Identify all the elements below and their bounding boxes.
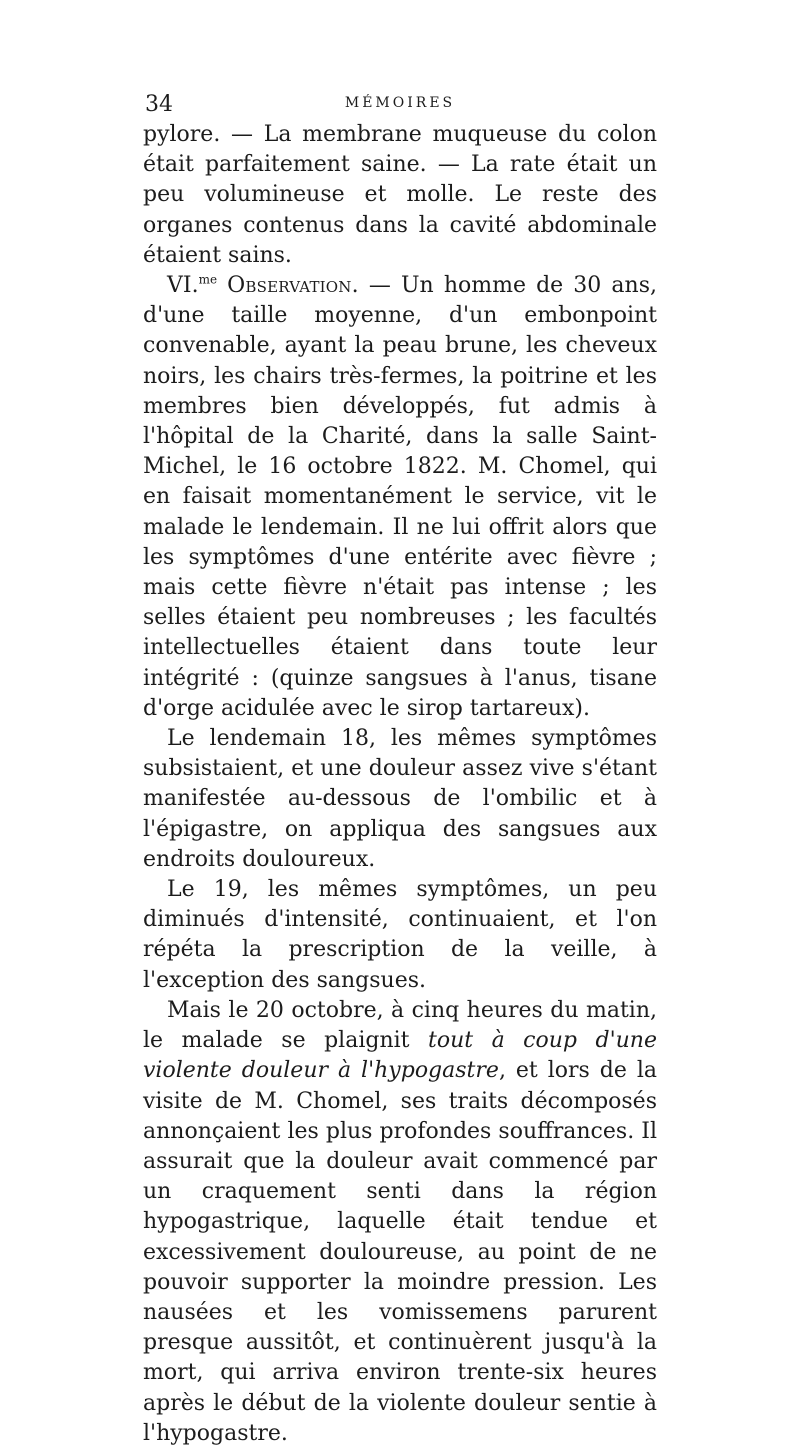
paragraph-text-after: , et lors de la visite de M. Chomel, ses traits décomposés annonçaient les plus profondes souffrances. Il assurait que la douleur avait commencé par un craquement senti dans la région hypogastrique, laquelle était tendue et excessivement douloureuse, au point de ne pouvoir supporter la moindre pression. Les nausées et les vomissemens parurent presque aussitôt, et continuèrent jusqu'à la mort, qui arriva environ trente-six heures après le début de la violente douleur sentie à l'hypogastre. <box>143 1058 657 1446</box>
paragraph-19 <box>143 875 657 996</box>
paragraph-text: Le 19, les mêmes symptômes, un peu diminués d'intensité, continuaient, et l'on répéta la prescription de la veille, à l'exception des sangsues. <box>143 877 657 993</box>
paragraph-continuation <box>143 120 657 271</box>
paragraph-text: pylore. — La membrane muqueuse du colon était parfaitement saine. — La rate était un peu volumineuse et molle. Le reste des organes contenus dans la cavité abdominale étaient sains. <box>143 122 657 268</box>
paragraph-20 <box>143 996 657 1449</box>
paragraph-text: Le lendemain 18, les mêmes symptômes subsistaient, et une douleur assez vive s'étant manifestée au-dessous de l'ombilic et à l'épigastre, on appliqua des sangsues aux endroits douloureux. <box>143 726 657 872</box>
paragraph-18 <box>143 724 657 875</box>
book-page <box>143 92 657 1449</box>
paragraph-text: — Un homme de 30 ans, d'une taille moyenne, d'un embonpoint convenable, ayant la peau brune, les cheveux noirs, les chairs très-fermes, la poitrine et les membres bien développés, fut admis à l'hôpital de la Charité, dans la salle Saint-Michel, le 16 octobre 1822. M. Chomel, qui en faisait momentanément le service, vit le malade le lendemain. Il ne lui offrit alors que les symptômes d'une entérite avec fièvre ; mais cette fièvre n'était pas intense ; les selles étaient peu nombreuses ; les facultés intellectuelles étaient dans toute leur intégrité : (quinze sangsues à l'anus, tisane d'orge acidulée avec le sirop tartareux). <box>143 273 657 721</box>
page-number: 34 <box>145 92 173 117</box>
observation-number: VI. <box>167 273 199 299</box>
running-title: MÉMOIRES <box>344 95 456 111</box>
paragraph-text-italic: tout à coup d'une violente douleur à l'hypogastre <box>143 1028 657 1084</box>
observation-ordinal-suffix: me <box>198 272 218 287</box>
paragraph-text-before: Mais le 20 octobre, à cinq heures du matin, le malade se plaignit <box>143 997 657 1054</box>
paragraph-observation-vi <box>143 271 657 724</box>
observation-heading: Observation. <box>227 273 359 299</box>
page-header <box>143 92 657 118</box>
